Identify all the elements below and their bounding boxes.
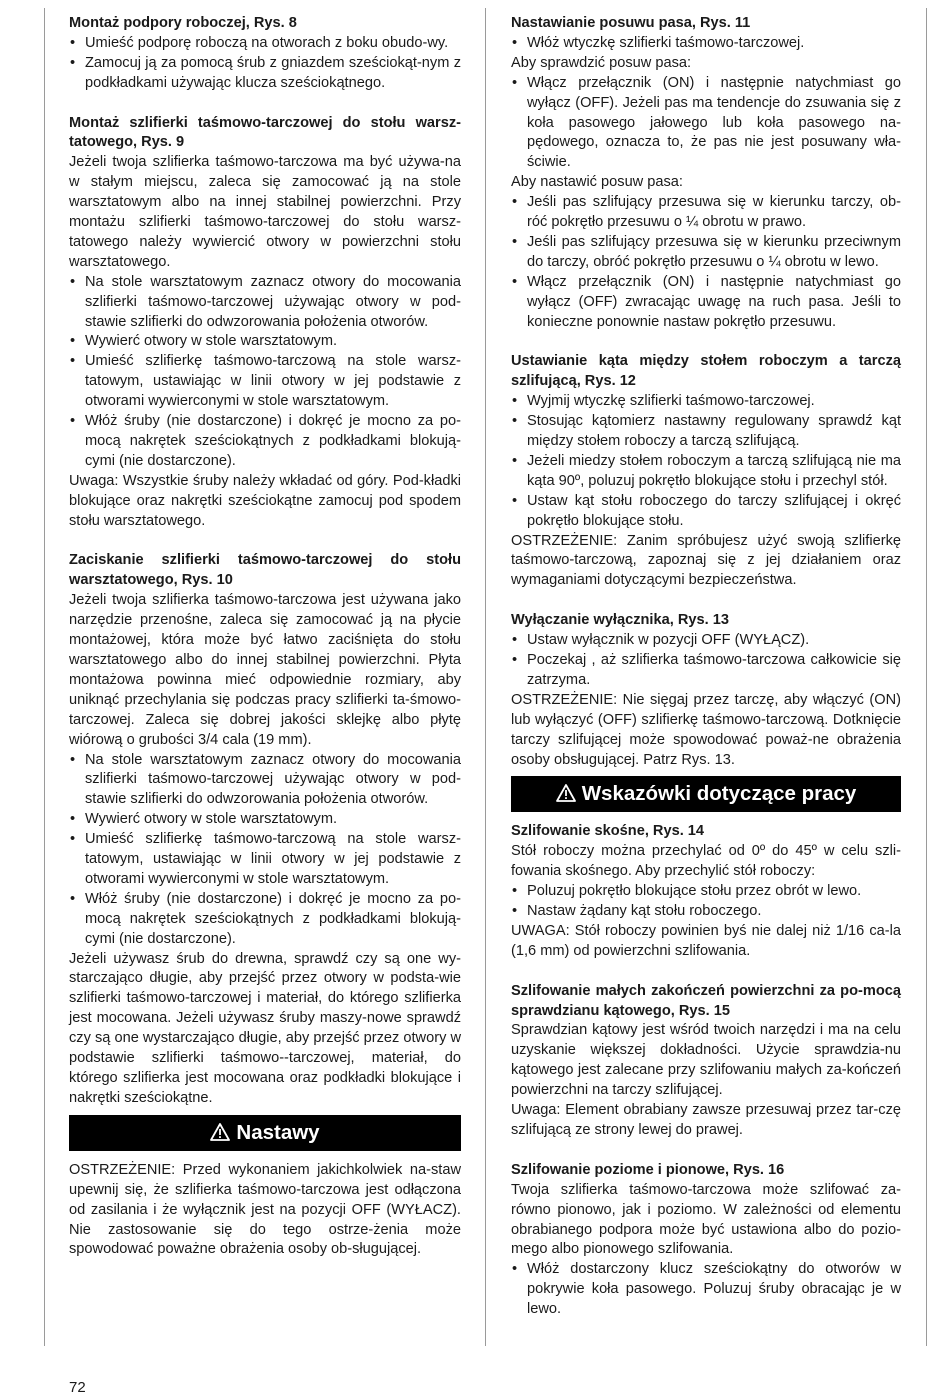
list-item: • Ustaw wyłącznik w pozycji OFF (WYŁĄCZ). [511,631,901,651]
banner-title: Wskazówki dotyczące pracy [581,782,857,806]
page-number: 72 [69,1379,86,1396]
list-item: • Umieść szlifierkę taśmowo-tarczową na stole warsz-tatowym, ustawiając w linii otwory w jej podstawie z otworami wywierconymi w stole warsztatowym. [69,830,461,890]
list-item: • Nastaw żądany kąt stołu roboczego. [511,902,901,922]
warning-paragraph: OSTRZEŻENIE: Przed wykonaniem jakichkolwiek na-staw upewnij się, że szlifierka taśmowo-tarczowa jest odłączona od zasilania i że wyłącznik jest na pozycji OFF (WYŁACZ). Nie zastosowanie się do tego ostrze-żenia może spowodować poważne obrażenia osoby ob-sługującej. [69,1161,461,1258]
bullet-list [511,882,901,922]
paragraph: Stół roboczy można przechylać od 0º do 45º w celu szli-fowania skośnego. Aby przechylić stół roboczy: [511,843,901,880]
bullet-list [69,34,461,94]
center-column-rule [485,8,486,1346]
bullet-list [69,751,461,950]
list-item: • Umieść szlifierkę taśmowo-tarczową na stole warsz-tatowym, ustawiając w linii otwory w jej podstawie z otworami wywierconymi w stole warsztatowym. [69,352,461,412]
list-item: • Wyjmij wtyczkę szlifierki taśmowo-tarczowej. [511,392,901,412]
note-paragraph: Uwaga: Wszystkie śruby należy wkładać od góry. Pod-kładki blokujące oraz nakrętki sześciokątne zamocuj pod spodem stołu warsztatowego. [69,472,461,529]
section-heading: Nastawianie posuwu pasa, Rys. 11 [511,15,751,31]
list-item: • Włącz przełącznik (ON) i następnie natychmiast go wyłącz (OFF) zwracając uwagę na ruch pasa. Jeśli to konieczne ponownie nastaw pokrętło przesuwu. [511,273,901,333]
list-item: • Ustaw kąt stołu roboczego do tarczy szlifującej i okręć pokrętło blokujące stołu. [511,492,901,532]
list-item: • Włóż śruby (nie dostarczone) i dokręć je mocno za po-mocą nakrętek sześciokątnych z podkładkami blokują-cymi (nie dostarczone). [69,412,461,472]
section-heading: Ustawianie kąta między stołem roboczym a tarczą szlifującą, Rys. 12 [511,353,901,390]
section-heading: Montaż szlifierki taśmowo-tarczowej do stołu warsz-tatowego, Rys. 9 [69,114,461,151]
list-item: • Zamocuj ją za pomocą śrub z gniazdem sześciokąt-nym z podkładkami używając klucza sześciokątnego. [69,54,461,94]
paragraph: Aby nastawić posuw pasa: [511,174,683,191]
bullet-list [511,1260,901,1320]
list-item: • Na stole warsztatowym zaznacz otwory do mocowania szlifierki taśmowo-tarczowej używając otwory w pod-stawie szlifierki do odwzorowania położenia otworów. [69,751,461,811]
section-heading: Montaż podpory roboczej, Rys. 8 [69,15,297,31]
section-heading: Szlifowanie małych zakończeń powierzchni za po-mocą sprawdzianu kątowego, Rys. 15 [511,982,901,1019]
bullet-list [69,273,461,472]
section-heading: Szlifowanie skośne, Rys. 14 [511,823,705,840]
section-banner [511,776,901,812]
list-item: • Włóż śruby (nie dostarczone) i dokręć je mocno za po-mocą nakrętek sześciokątnych z podkładkami blokują-cymi (nie dostarczone). [69,890,461,950]
paragraph: Aby sprawdzić posuw pasa: [511,54,692,71]
list-item: • Poluzuj pokrętło blokujące stołu przez obrót w lewo. [511,882,901,902]
warning-paragraph: OSTRZEŻENIE: Zanim spróbujesz użyć swoją szlifierkę taśmowo-tarczową, zapoznaj się z jej działaniem oraz wymaganiami dotyczącymi bezpieczeństwa. [511,532,901,589]
note-paragraph: Jeżeli używasz śrub do drewna, sprawdź czy są one wy-starczająco długie, aby przejść przez otwory w podsta-wie szlifierki taśmowo-tarczowej i materiał, do którego szlifierka jest mocowana. Jeżeli używasz śruby maszy-nowe sprawdź czy są one wystarczająco długie, aby przejść przez otwory w podstawie szlifierki taśmowo--tarczowej, materiał, do którego szlifierka jest mocowana oraz podkładki blokujące i nakrętki sześciokątne. [69,950,461,1106]
list-item: • Jeżeli miedzy stołem roboczym a tarczą szlifującą nie ma kąta 90º, poluzuj pokrętło blokujące stołu i przechyl stół. [511,452,901,492]
list-item: • Poczekaj , aż szlifierka taśmowo-tarczowa całkowicie się zatrzyma. [511,651,901,691]
paragraph: Sprawdzian kątowy jest wśród twoich narzędzi i ma na celu uzyskanie większej dokładności. Użycie sprawdzia-nu kątowego jest zalecane przy szlifowaniu małych za-kończeń powierzchni na tarczy szlifującej. [511,1022,901,1099]
left-margin-rule [44,8,45,1346]
warning-triangle-icon [210,1123,230,1141]
warning-triangle-icon [556,784,576,802]
section-banner [69,1115,461,1151]
bullet-list [511,34,901,54]
bullet-list [511,193,901,332]
paragraph: Jeżeli twoja szlifierka taśmowo-tarczowa ma być używa-na w stałym miejscu, zaleca się zamocować ją na stole warsztatowym albo na innej stabilnej powierzchni. Przy montażu szlifierki taśmowo-tarczowej do stołu warsz-tatowego należy wywiercić otwory w powierzchni stołu warsztatowego. [69,154,461,270]
section-heading: Wyłączanie wyłącznika, Rys. 13 [511,612,729,629]
list-item: • Włącz przełącznik (ON) i następnie natychmiast go wyłącz (OFF). Jeżeli pas ma tendencje do zsuwania się z koła pasowego jałowego lub koła pasowego na-pędowego, oznacza to, że pas nie jest posuwany wła-ściwie. [511,74,901,174]
bullet-list [511,392,901,531]
left-column [69,14,461,1260]
note-paragraph: UWAGA: Stół roboczy powinien byś nie dalej niż 1/16 ca-la (1,6 mm) od powierzchni szlifowania. [511,922,901,959]
list-item: • Włóż dostarczony klucz sześciokątny do otworów w pokrywie koła pasowego. Poluzuj śruby obracając je w lewo. [511,1260,901,1320]
right-margin-rule [926,8,927,1346]
list-item: • Jeśli pas szlifujący przesuwa się w kierunku przeciwnym do tarczy, obróć pokrętło przesuwu o ¼ obrotu w lewo. [511,233,901,273]
banner-title: Nastawy [236,1120,320,1144]
note-paragraph: Uwaga: Element obrabiany zawsze przesuwaj przez tar-czę szlifującą ze strony lewej do prawej. [511,1102,901,1138]
list-item: • Umieść podporę roboczą na otworach z boku obudo-wy. [69,34,461,54]
warning-paragraph: OSTRZEŻENIE: Nie sięgaj przez tarczę, aby włączyć (ON) lub wyłączyć (OFF) szlifierkę taśmowo-tarczową. Dotknięcie tarczy szlifującej może spowodować poważ-ne obrażenia osoby obsługującej. Patrz Rys. 13. [511,691,901,768]
right-column [511,14,901,1320]
paragraph: Jeżeli twoja szlifierka taśmowo-tarczowa jest używana jako narzędzie przenośne, zaleca się zamocować ją na płycie montażowej, która może być łatwo zaciśnięta do stołu warsztatowego albo do innej stabilnej powierzchni. Płyta montażowa powinna mieć odpowiednie rozmiary, aby uniknąć przechylania się podczas pracy szlifierki ta-śmowo-tarczowej. Zaleca się dobrej jakości sklejkę albo płytę wiórową o grubości 3/4 cala (19 mm). [69,592,461,748]
bullet-list [511,631,901,691]
paragraph: Twoja szlifierka taśmowo-tarczowa może szlifować za-równo pionowo, jak i poziomo. W zależności od elementu obrabianego podpora może być ustawiona albo do pozio-mego albo pionowego szlifowania. [511,1181,901,1258]
section-heading: Zaciskanie szlifierki taśmowo-tarczowej do stołu warsztatowego, Rys. 10 [69,552,461,589]
list-item: • Stosując kątomierz nastawny regulowany sprawdź kąt między stołem roboczy a tarczą szlifującą. [511,412,901,452]
list-item: • Jeśli pas szlifujący przesuwa się w kierunku tarczy, ob-róć pokrętło przesuwu o ¼ obrotu w prawo. [511,193,901,233]
list-item: • Włóż wtyczkę szlifierki taśmowo-tarczowej. [511,34,901,54]
list-item: • Wywierć otwory w stole warsztatowym. [69,810,461,830]
list-item: • Wywierć otwory w stole warsztatowym. [69,332,461,352]
bullet-list [511,74,901,174]
list-item: • Na stole warsztatowym zaznacz otwory do mocowania szlifierki taśmowo-tarczowej używając otwory w pod-stawie szlifierki do odwzorowania położenia otworów. [69,273,461,333]
section-heading: Szlifowanie poziome i pionowe, Rys. 16 [511,1161,785,1178]
